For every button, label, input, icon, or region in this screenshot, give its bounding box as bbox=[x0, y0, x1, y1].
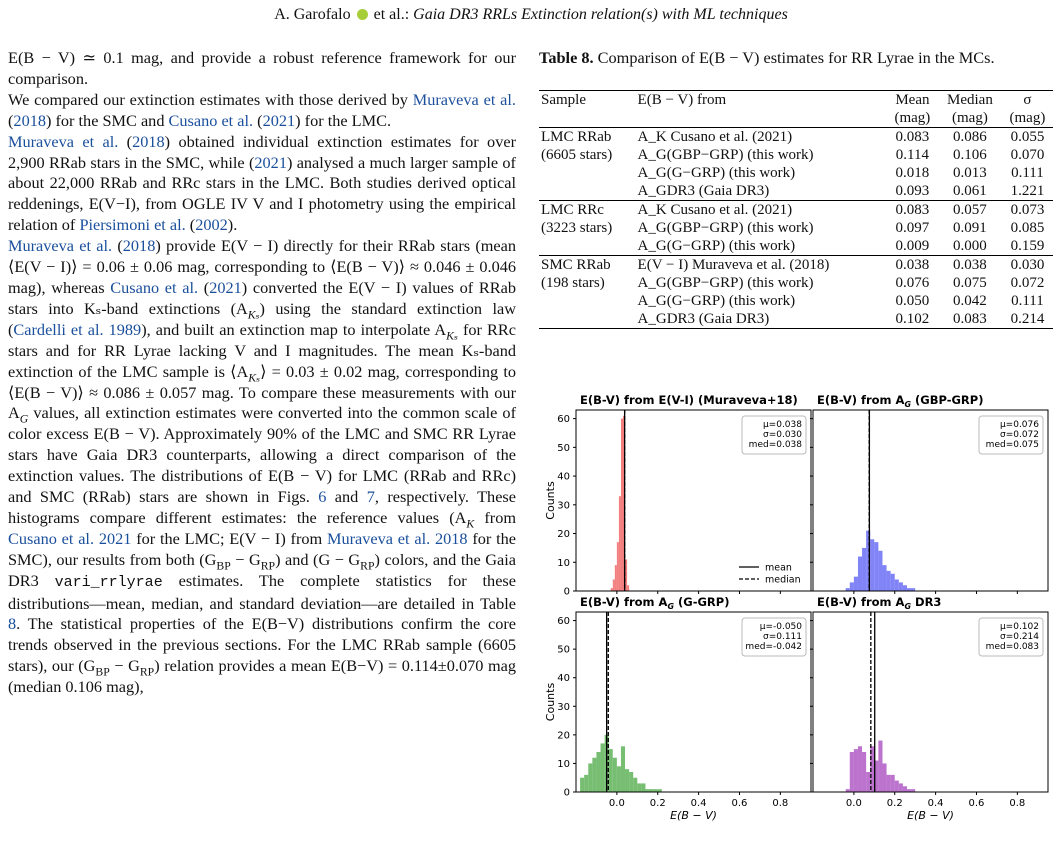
y-axis-label: Counts bbox=[544, 481, 557, 520]
col-median: Median bbox=[938, 91, 1002, 110]
cell-from: A_G(G−GRP) (this work) bbox=[637, 165, 796, 181]
paragraph-2: We compared our extinction estimates with those derived by Muraveva et al. (2018) for the SMC and Cusano et al. (2021) for the LMC. bbox=[8, 89, 516, 130]
cell-mean: 0.083 bbox=[887, 201, 938, 220]
text: converted the E(V − I) values of RRab stars into Kₛ-band extinctions (A bbox=[8, 277, 516, 318]
code-vari-rrlyrae: vari_rrlyrae bbox=[54, 573, 163, 591]
subscript: K bbox=[466, 517, 475, 531]
left-text-column bbox=[8, 48, 516, 698]
ref-muraveva-link[interactable]: Muraveva et al. bbox=[412, 89, 516, 109]
histogram-bar bbox=[580, 778, 584, 792]
text: ) relation provides a mean E(B−V) = 0.114±0.070 mag (median 0.106 mag), bbox=[8, 656, 516, 697]
text: − G bbox=[230, 549, 261, 569]
x-axis-label: E(B − V) bbox=[907, 809, 954, 822]
subscript: G bbox=[19, 412, 29, 426]
text: obtained individual extinction estimates for over 2,900 RRab stars in the SMC, while bbox=[8, 131, 516, 172]
text: , respectively. These histograms compare different estimates: the reference values (A bbox=[8, 487, 516, 527]
table-units-row bbox=[539, 109, 1053, 128]
unit: (mag) bbox=[952, 110, 988, 126]
table-row bbox=[539, 182, 1053, 201]
table-row bbox=[539, 237, 1053, 256]
cell-mean: 0.076 bbox=[895, 275, 930, 291]
x-tick-label: 0.4 bbox=[690, 798, 707, 809]
stats-text: μ=-0.050 bbox=[759, 622, 802, 632]
text: for the SMC and bbox=[51, 110, 169, 130]
col-sample: Sample bbox=[539, 91, 636, 110]
cell-median: 0.042 bbox=[953, 293, 987, 309]
cell-sigma: 0.055 bbox=[1002, 128, 1053, 147]
table-row bbox=[539, 310, 1053, 329]
x-tick-label: 0.8 bbox=[772, 798, 789, 809]
legend-median-label: median bbox=[765, 574, 801, 586]
ref-year-link[interactable]: 2021 bbox=[254, 152, 287, 172]
x-tick-label: 0.0 bbox=[845, 798, 862, 809]
subscript: RP bbox=[360, 559, 375, 572]
y-tick-label: 50 bbox=[557, 644, 570, 656]
panel-title: E(B-V) from $A_G$ DR3 bbox=[817, 595, 942, 611]
text: ) using the standard extinction law ( bbox=[8, 298, 516, 339]
histogram-bar bbox=[621, 746, 625, 792]
stats-text: med=0.083 bbox=[985, 642, 1039, 652]
cell-from: A_G(G−GRP) (this work) bbox=[637, 238, 796, 254]
histogram-bar bbox=[891, 574, 895, 591]
cell-sigma: 0.111 bbox=[1011, 293, 1044, 309]
cell-from: A_G(G−GRP) (this work) bbox=[637, 293, 796, 309]
table-8-link[interactable]: 8 bbox=[8, 614, 17, 634]
text: for the LMC. bbox=[300, 110, 392, 130]
cell-mean: 0.050 bbox=[895, 293, 930, 309]
text: for the SMC), our results from both (G bbox=[8, 528, 517, 569]
cell-from: A_GDR3 (Gaia DR3) bbox=[636, 310, 887, 329]
cell-sigma: 0.111 bbox=[1011, 165, 1044, 181]
histogram-bar bbox=[887, 571, 891, 591]
stats-text: σ=0.072 bbox=[999, 430, 1039, 440]
histogram-bar bbox=[619, 496, 621, 591]
histogram-bar bbox=[882, 763, 886, 792]
text: ) colors, and the Gaia DR3 bbox=[8, 549, 516, 590]
paragraph-1: E(B − V) ≃ 0.1 mag, and provide a robust reference framework for our comparison. bbox=[8, 48, 516, 88]
header-authors: A. Garofalo bbox=[274, 6, 351, 23]
histogram-bar bbox=[617, 542, 619, 591]
orcid-icon bbox=[357, 9, 368, 20]
text: for the LMC; E(V − I) from bbox=[131, 528, 327, 548]
col-mean: Mean bbox=[887, 91, 938, 110]
ref-year-link[interactable]: 2018 bbox=[13, 110, 46, 130]
cell-sample: (6605 stars) bbox=[541, 147, 613, 163]
cell-sigma: 0.072 bbox=[1010, 275, 1045, 291]
histogram-bar bbox=[891, 775, 895, 792]
y-tick-label: 60 bbox=[557, 616, 570, 628]
ref-piersimoni-link[interactable]: Piersimoni et al. bbox=[79, 215, 186, 235]
table-row bbox=[539, 164, 1053, 182]
text: ) and (G − G bbox=[275, 549, 361, 569]
x-tick-label: 0.0 bbox=[608, 798, 625, 809]
histogram-bar bbox=[878, 741, 882, 792]
unit: (mag) bbox=[894, 110, 931, 126]
histogram-bar bbox=[592, 758, 596, 792]
histogram-bar bbox=[621, 419, 623, 591]
cell-sigma: 0.073 bbox=[1002, 201, 1053, 220]
histogram-bar bbox=[641, 783, 645, 792]
histogram-bar bbox=[858, 746, 862, 792]
histogram-bar bbox=[862, 548, 866, 591]
ref-muraveva-link[interactable]: Muraveva et al. bbox=[8, 236, 113, 256]
fig-7-link[interactable]: 7 bbox=[366, 487, 375, 507]
cell-mean: 0.093 bbox=[895, 183, 930, 199]
subscript: Kₛ bbox=[446, 329, 458, 343]
histogram-bar bbox=[637, 783, 641, 792]
y-tick-label: 60 bbox=[557, 414, 570, 426]
histogram-bar bbox=[633, 778, 637, 792]
cell-median: 0.075 bbox=[953, 275, 987, 291]
cell-sigma: 1.221 bbox=[1010, 183, 1045, 199]
table-row bbox=[539, 274, 1053, 292]
histogram-bar bbox=[627, 585, 629, 591]
cell-from: A_G(GBP−GRP) (this work) bbox=[637, 275, 814, 291]
histogram-bar bbox=[588, 763, 592, 792]
text: and bbox=[326, 487, 367, 507]
y-tick-label: 20 bbox=[557, 730, 570, 742]
cell-mean: 0.018 bbox=[895, 165, 930, 181]
cell-mean: 0.114 bbox=[895, 147, 929, 163]
text: values, all extinction estimates were converted into the common scale of color excess E(B − V). Approximately 90% of the LMC and SMC RR Lyrae stars have Gaia DR3 counterparts, allowing a direct comparison of the extinction values. The distributions of E(B − V) for LMC (RRab and RRc) and SMC (RRab) stars are shown in Figs. bbox=[8, 403, 516, 507]
cell-sigma: 0.214 bbox=[1002, 310, 1053, 329]
table-row bbox=[539, 128, 1053, 147]
y-tick-label: 40 bbox=[557, 673, 570, 685]
unit: (mag) bbox=[1009, 110, 1046, 126]
histogram-bar bbox=[613, 758, 617, 792]
col-from: E(B − V) from bbox=[636, 91, 887, 110]
col-sigma: σ bbox=[1002, 91, 1053, 110]
stats-text: μ=0.038 bbox=[762, 420, 802, 430]
ref-cusano-link[interactable]: Cusano et al. 2021 bbox=[8, 528, 132, 548]
x-tick-label: 0.4 bbox=[927, 798, 944, 809]
histogram-bar bbox=[601, 743, 605, 792]
text: . The statistical properties of the E(B−V) distributions confirm the core trends observed in the previous sections. For the LMC RRab sample (6605 stars), our (G bbox=[8, 614, 516, 676]
subscript: BP bbox=[216, 559, 231, 572]
cell-median: 0.057 bbox=[938, 201, 1002, 220]
histogram-bar bbox=[617, 766, 621, 792]
ref-muraveva-link[interactable]: Muraveva et al. bbox=[8, 131, 119, 151]
subscript: Kₛ bbox=[248, 370, 261, 384]
stats-text: med=0.075 bbox=[985, 440, 1039, 450]
text: We compared our extinction estimates with those derived by bbox=[8, 89, 413, 109]
cell-median: 0.086 bbox=[938, 128, 1002, 147]
panel-title: E(B-V) from $A_G$ (G-GRP) bbox=[580, 595, 730, 611]
cell-mean: 0.083 bbox=[887, 128, 938, 147]
text: − G bbox=[109, 656, 140, 676]
unit bbox=[539, 109, 636, 128]
paragraph-4: Muraveva et al. (2018) provide E(V − I) directly for their RRab stars (mean ⟨E(V − I)⟩ = 0.06 ± 0.06 mag, corresponding to ⟨E(B − V)⟩ ≈ 0.046 ± 0.046 mag), whereas Cusano et al. (2021) converted the E(V − I) values of RRab stars into Kₛ-band extinctions $(A_{K_s})$ using the standard extinction law (Cardelli et al. 1989), and built an extinction map to interpolate $A_{K_s}$ for RRc stars and for RR Lyrae lacking V and I magnitudes. The mean Kₛ-band extinction of the LMC sample is $⟨A_{K_s}⟩ = 0.03 \pm 0.02$ mag, corresponding to ⟨E(B − V)⟩ ≈ 0.086 ± 0.057 mag. To compare these measurements with our $A_G$ values, all extinction estimates were converted into the common scale of color excess E(B − V). Approximately 90% of the LMC and SMC RR Lyrae stars have Gaia DR3 counterparts, allowing a direct comparison of the extinction values. The distributions of E(B − V) for LMC (RRab and RRc) and SMC (RRab) stars are shown in Figs. 6 and 7, respectively. These histograms compare different estimates: the reference values ($A_K$ from Cusano et al. 2021 for the LMC; E(V − I) from Muraveva et al. 2018 for the SMC), our results from both $(G_{BP} - G_{RP})$ and $(G - G_{RP})$ colors, and the Gaia DR3 vari_rrlyrae estimates. The complete statistics for these distributions—mean, median, and standard deviation—are detailed in Table 8. The statistical properties of the E(B−V) distributions confirm the core trends observed in the previous sections. For the LMC RRab sample (6605 stars), our $(G_{BP} - G_{RP})$ relation provides a mean E(B−V) = 0.114±0.070 mag (median 0.106 mag), bbox=[8, 236, 517, 697]
table-row bbox=[539, 292, 1053, 310]
ref-cardelli-link[interactable]: Cardelli et al. 1989 bbox=[13, 319, 142, 339]
ref-year-link[interactable]: 2018 bbox=[132, 131, 165, 151]
cell-from: E(V − I) Muraveva et al. (2018) bbox=[636, 256, 887, 275]
table-header-row bbox=[539, 91, 1053, 110]
x-tick-label: 0.6 bbox=[968, 798, 985, 809]
stats-text: σ=0.030 bbox=[762, 430, 802, 440]
unit bbox=[636, 109, 887, 128]
y-tick-label: 20 bbox=[557, 529, 570, 541]
histogram-bar bbox=[878, 551, 882, 591]
cell-sample: LMC RRc bbox=[539, 201, 636, 220]
histogram-bar bbox=[615, 565, 617, 591]
y-tick-label: 10 bbox=[557, 557, 570, 569]
cell-sample bbox=[539, 292, 636, 310]
histogram-bar bbox=[887, 775, 891, 792]
cell-median: 0.083 bbox=[938, 310, 1002, 329]
y-tick-label: 0 bbox=[563, 787, 570, 799]
cell-sample bbox=[539, 182, 636, 201]
ref-year-link[interactable]: 2002 bbox=[195, 215, 228, 235]
histogram-bar bbox=[895, 580, 899, 591]
text: . bbox=[233, 215, 238, 235]
y-tick-label: 30 bbox=[557, 701, 570, 713]
histogram-bar bbox=[584, 775, 588, 792]
legend-mean-label: mean bbox=[765, 562, 792, 574]
cell-from: A_GDR3 (Gaia DR3) bbox=[637, 183, 770, 199]
cell-sample: (3223 stars) bbox=[541, 220, 613, 236]
cell-sample bbox=[539, 164, 636, 182]
paragraph-3: Muraveva et al. (2018) obtained individual extinction estimates for over 2,900 RRab stars in the SMC, while (2021) analysed a much larger sample of about 22,000 RRab and RRc stars in the LMC. Both studies derived optical reddenings, E(V−I), from OGLE IV V and I photometry using the empirical relation of Piersimoni et al. (2002). bbox=[8, 131, 516, 235]
table-row bbox=[539, 219, 1053, 237]
ref-year-link[interactable]: 2021 bbox=[209, 277, 242, 297]
histogram-bar bbox=[862, 752, 866, 792]
stats-text: μ=0.102 bbox=[999, 622, 1039, 632]
cell-sigma: 0.070 bbox=[1010, 147, 1045, 163]
x-tick-label: 0.2 bbox=[649, 798, 666, 809]
cell-sample: SMC RRab bbox=[539, 256, 636, 275]
header-title: Gaia DR3 RRLs Extinction relation(s) with ML techniques bbox=[413, 6, 788, 23]
histogram-bar bbox=[870, 539, 874, 591]
histogram-bar bbox=[850, 582, 854, 591]
cell-from: A_G(GBP−GRP) (this work) bbox=[637, 147, 814, 163]
histogram-bar bbox=[899, 582, 903, 591]
y-tick-label: 40 bbox=[557, 471, 570, 483]
text: from bbox=[474, 507, 517, 527]
text: for RRc stars and for RR Lyrae lacking V and I magnitudes. The mean Kₛ-band extinction of the LMC sample is ⟨A bbox=[8, 319, 516, 381]
stats-text: med=0.038 bbox=[748, 440, 802, 450]
cell-median: 0.038 bbox=[938, 256, 1002, 275]
ref-year-link[interactable]: 2021 bbox=[262, 110, 296, 130]
histogram-bar bbox=[854, 749, 858, 792]
y-tick-label: 10 bbox=[557, 758, 570, 770]
cell-sigma: 0.159 bbox=[1010, 238, 1045, 254]
text: ), and built an extinction map to interpolate A bbox=[141, 319, 447, 339]
text: provide E(V − I) directly for their RRab stars (mean ⟨E(V − I)⟩ = 0.06 ± 0.06 mag, corresponding to ⟨E(B − V)⟩ ≈ 0.046 ± 0.046 mag), whereas bbox=[8, 236, 517, 297]
cell-sigma: 0.085 bbox=[1010, 220, 1045, 236]
subscript: BP bbox=[95, 665, 110, 679]
cell-median: 0.091 bbox=[953, 220, 987, 236]
cell-mean: 0.102 bbox=[887, 310, 938, 329]
y-tick-label: 0 bbox=[563, 586, 570, 598]
y-tick-label: 30 bbox=[557, 500, 570, 512]
y-axis-label: Counts bbox=[544, 682, 557, 722]
x-tick-label: 0.6 bbox=[731, 798, 748, 809]
cell-from: A_K Cusano et al. (2021) bbox=[636, 128, 887, 147]
ref-cusano-link[interactable]: Cusano et al. bbox=[168, 110, 254, 130]
cell-median: 0.000 bbox=[953, 238, 987, 254]
cell-from: A_K Cusano et al. (2021) bbox=[636, 201, 887, 220]
stats-text: med=-0.042 bbox=[745, 642, 802, 652]
histogram-bar bbox=[858, 557, 862, 591]
histogram-bar bbox=[613, 580, 615, 591]
subscript: RP bbox=[260, 559, 276, 572]
text: ⟩ = 0.03 ± 0.02 mag, corresponding to ⟨E(B − V)⟩ ≈ 0.086 ± 0.057 mag. To compare these measurements with our A bbox=[8, 361, 516, 423]
histogram-bar bbox=[903, 786, 907, 792]
stats-text: σ=0.111 bbox=[762, 632, 802, 642]
histogram-bar bbox=[895, 781, 899, 792]
histogram-bar bbox=[874, 542, 878, 591]
ref-cusano-link[interactable]: Cusano et al. bbox=[110, 277, 199, 297]
cell-median: 0.061 bbox=[953, 183, 987, 199]
stats-text: σ=0.214 bbox=[999, 632, 1039, 642]
histogram-figure bbox=[539, 384, 1059, 840]
cell-mean: 0.009 bbox=[895, 238, 930, 254]
stats-text: μ=0.076 bbox=[999, 420, 1039, 430]
table-row bbox=[539, 201, 1053, 220]
cell-sigma: 0.030 bbox=[1002, 256, 1053, 275]
histogram-bar bbox=[629, 772, 633, 792]
ref-muraveva-link[interactable]: Muraveva et al. 2018 bbox=[327, 528, 468, 548]
cell-mean: 0.038 bbox=[887, 256, 938, 275]
running-header bbox=[0, 6, 1062, 24]
cell-sample bbox=[539, 310, 636, 329]
fig-6-link[interactable]: 6 bbox=[318, 487, 327, 507]
table-caption-text: Comparison of E(B − V) estimates for RR Lyrae in the MCs. bbox=[597, 48, 995, 67]
histogram-bar bbox=[866, 772, 870, 792]
histogram-bar bbox=[596, 752, 600, 792]
y-tick-label: 50 bbox=[557, 442, 570, 454]
cell-median: 0.013 bbox=[953, 165, 987, 181]
subscript: Kₛ bbox=[247, 308, 260, 322]
cell-median: 0.106 bbox=[953, 147, 987, 163]
text: analysed a much larger sample of about 22,000 RRab and RRc stars in the LMC. Both studies derived optical reddenings, E(V−I), from OGLE IV V and I photometry using the empirical relation of bbox=[8, 152, 516, 235]
text: estimates. The complete statistics for these distributions—mean, median, and standard deviation—are detailed in Table bbox=[8, 570, 516, 613]
cell-sample bbox=[539, 237, 636, 256]
x-axis-label: E(B − V) bbox=[670, 809, 717, 822]
subscript: RP bbox=[139, 665, 155, 679]
panel-title: E(B-V) from $A_G$ (GBP-GRP) bbox=[817, 393, 984, 409]
ref-year-link[interactable]: 2018 bbox=[122, 236, 156, 256]
x-tick-label: 0.2 bbox=[886, 798, 903, 809]
histogram-bar bbox=[903, 585, 907, 591]
comparison-table bbox=[539, 90, 1053, 329]
cell-sample: (198 stars) bbox=[541, 275, 605, 291]
cell-from: A_G(GBP−GRP) (this work) bbox=[637, 220, 814, 236]
cell-mean: 0.097 bbox=[895, 220, 930, 236]
table-row bbox=[539, 146, 1053, 164]
histogram-bar bbox=[899, 783, 903, 792]
histogram-bar bbox=[625, 559, 627, 591]
table-label: Table 8. bbox=[539, 48, 594, 67]
histogram-bar bbox=[854, 577, 858, 591]
table-row bbox=[539, 256, 1053, 275]
panel-title: E(B-V) from E(V-I) (Muraveva+18) bbox=[580, 393, 798, 407]
table-body bbox=[539, 128, 1053, 329]
histogram-bar bbox=[609, 749, 613, 792]
table-caption bbox=[539, 48, 1059, 68]
header-sep: et al.: bbox=[373, 6, 410, 23]
histogram-bar bbox=[625, 769, 629, 792]
histogram-bar bbox=[882, 565, 886, 591]
histogram-bar bbox=[850, 752, 854, 792]
x-tick-label: 0.8 bbox=[1009, 798, 1026, 809]
cell-sample: LMC RRab bbox=[539, 128, 636, 147]
histogram-grid bbox=[539, 384, 1059, 840]
